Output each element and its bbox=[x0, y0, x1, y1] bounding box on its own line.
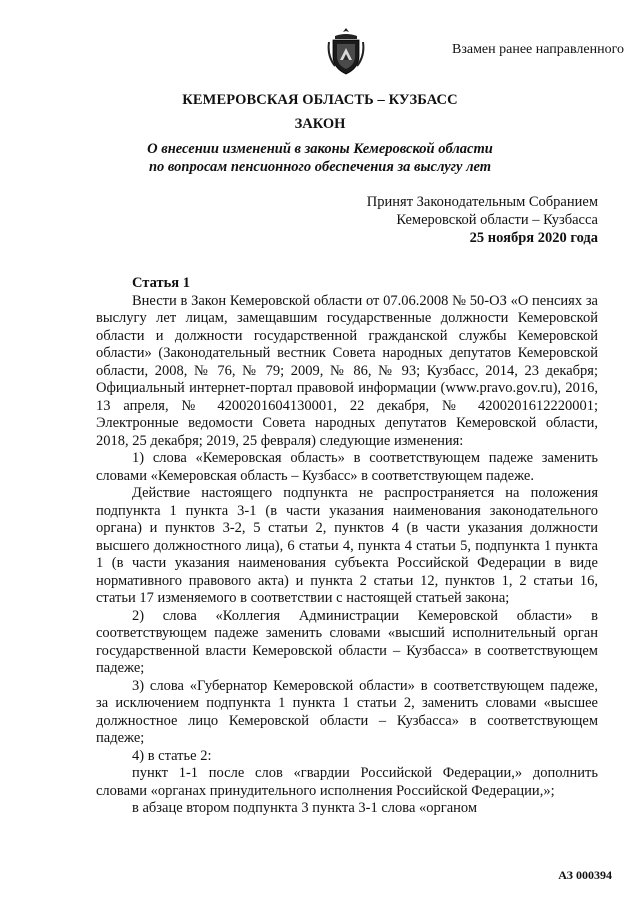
paragraph: в абзаце втором подпункта 3 пункта 3-1 слова «органом bbox=[132, 800, 478, 816]
paragraph: 4) в статье 2: bbox=[132, 747, 212, 764]
coat-of-arms-icon bbox=[326, 26, 366, 76]
adoption-block bbox=[367, 193, 598, 247]
paragraph: Действие настоящего подпункта не распространяется на положения подпункта 1 пункта 3-1 (в части указания наименования законодательного органа) и пунктов 3-2, 5 статьи 2, пунктов 4 (в части указания должности высшего должностного лица), 6 статьи 4, пункта 4 статьи 5, подпункта 1 пункта 1 (в части указания наименования субъекта Российской Федерации в виде нормативного правового акта) и пункта 2 статьи 12, пунктов 1, 2 статьи 16, статьи 17 изменяемого в соответствии с настоящей статьей закона; bbox=[96, 485, 598, 606]
law-body bbox=[96, 275, 598, 818]
law-title-line-2: по вопросам пенсионного обеспечения за выслугу лет bbox=[148, 159, 492, 175]
document-serial-number: АЗ 000394 bbox=[558, 868, 612, 882]
article-heading: Статья 1 bbox=[132, 275, 190, 291]
law-title-line-1: О внесении изменений в законы Кемеровской области bbox=[147, 141, 493, 157]
paragraph: 3) слова «Губернатор Кемеровской области» в соответствующем падеже, за исключением подпункта 1 пункта 1 статьи 2, заменить словами «высшее должностное лицо Кемеровской области – Кузбасса» в соответствующем падеже; bbox=[96, 677, 598, 746]
paragraph: Внести в Закон Кемеровской области от 07.06.2008 № 50-ОЗ «О пенсиях за выслугу лет лицам, замещавшим государственные должности Кемеровской области и должности государственной гражданской службы Кемеровской области» (Законодательный вестник Совета народных депутатов Кемеровской области, 2008, № 76, № 79; 2009, № 86, № 93; Кузбасс, 2014, 23 декабря; Официальный интернет-портал правовой информации (www.pravo.gov.ru), 2016, 13 апреля, № 4200201604130001, 22 декабря, № 4200201612220001; Электронные ведомости Совета народных депутатов Кемеровской области, 2018, 25 декабря; 2019, 25 февраля) следующие изменения: bbox=[96, 292, 598, 449]
adoption-line-2: Кемеровской области – Кузбасса bbox=[396, 212, 598, 228]
replacement-stamp: Взамен ранее направленного bbox=[451, 42, 624, 57]
paragraph: 2) слова «Коллегия Администрации Кемеровской области» в соответствующем падеже заменить словами «высший исполнительный орган государственной власти Кемеровской области – Кузбасса» в соответствующем падеже; bbox=[96, 607, 598, 676]
region-heading: КЕМЕРОВСКАЯ ОБЛАСТЬ – КУЗБАСС bbox=[182, 92, 458, 108]
adoption-line-1: Принят Законодательным Собранием bbox=[366, 194, 598, 210]
paragraph: пункт 1-1 после слов «гвардии Российской Федерации,» дополнить словами «органах принудительного исполнения Российской Федерации,»; bbox=[96, 765, 598, 799]
law-title bbox=[0, 140, 640, 176]
adoption-date: 25 ноября 2020 года bbox=[469, 230, 598, 246]
document-type: ЗАКОН bbox=[294, 116, 346, 132]
paragraph: 1) слова «Кемеровская область» в соответствующем падеже заменить словами «Кемеровская область – Кузбасс» в соответствующем падеже. bbox=[96, 450, 598, 484]
